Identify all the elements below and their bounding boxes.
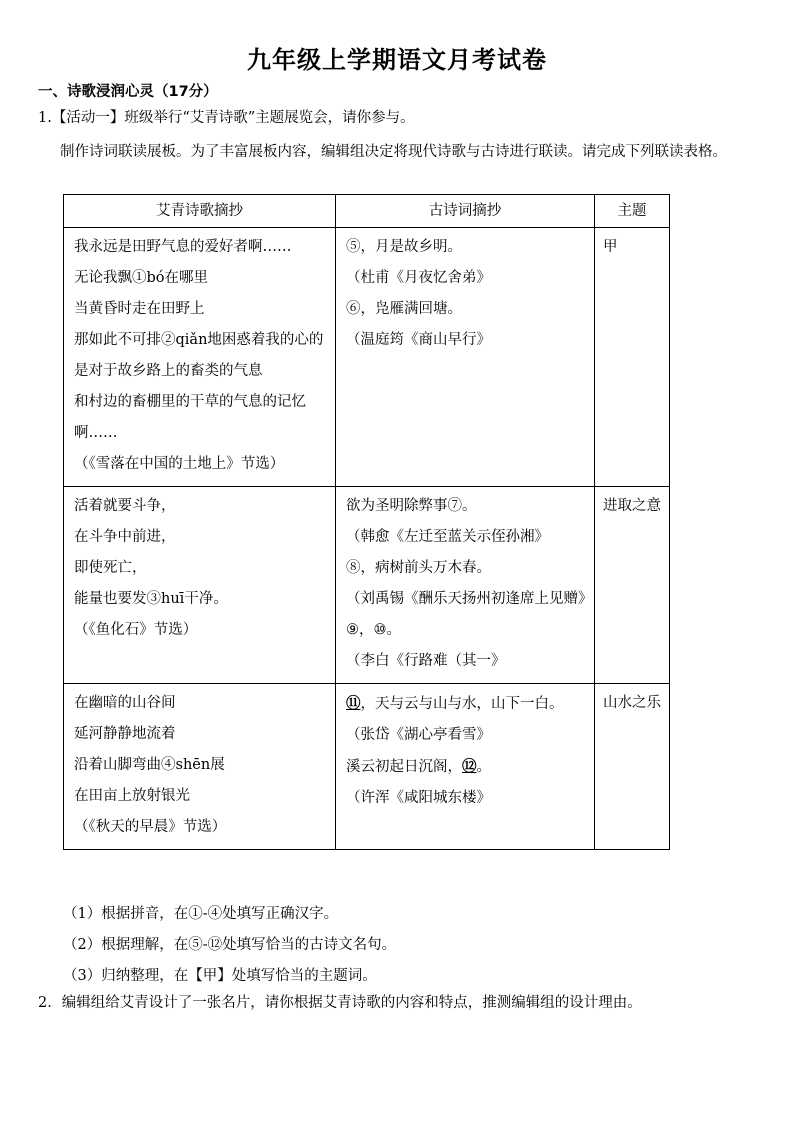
text-line: 能量也要发③huī干净。 (74, 591, 228, 607)
text-line: 是对于故乡路上的畜类的气息 (74, 363, 263, 379)
question-1-intro: 制作诗词联读展板。为了丰富展板内容，编辑组决定将现代诗歌与古诗进行联读。请完成下列联读表格。 (60, 144, 727, 160)
table-header-row (64, 195, 670, 228)
text-line: 和村边的畜棚里的干草的气息的记忆啊…… (74, 394, 306, 441)
classical-cell (336, 684, 595, 850)
text-line: 无论我飘①bó在哪里 (74, 270, 209, 286)
text-line: 欲为圣明除弊事⑦。 (346, 498, 477, 514)
text-line: （刘禹锡《酬乐天扬州初逢席上见赠》 (346, 591, 593, 607)
text-line: （李白《行路难（其一》 (346, 653, 506, 669)
text-line (346, 688, 586, 720)
text-line: 那如此不可排②qiǎn地困惑着我的心的 (74, 332, 324, 348)
text-line: 即使死亡， (74, 560, 147, 576)
text-line: 沿着山脚弯曲④shēn展 (74, 757, 225, 773)
text-line: 在田亩上放射银光 (74, 788, 190, 804)
modern-cell (64, 487, 336, 684)
theme-cell: 进取之意 (595, 487, 670, 684)
text-line: （《鱼化石》节选） (74, 622, 198, 638)
text-line: （张岱《湖心亭看雪》 (346, 727, 491, 743)
blank-marker-12: ⑫ (462, 758, 477, 775)
question-2-stem: 2．编辑组给艾青设计了一张名片，请你根据艾青诗歌的内容和特点，推测编辑组的设计理由。 (38, 995, 642, 1011)
text-line: 在斗争中前进， (74, 529, 176, 545)
modern-cell (64, 684, 336, 850)
text-line: （《雪落在中国的土地上》节选） (74, 456, 285, 472)
header-theme: 主题 (595, 195, 670, 228)
text-line: ⑧，病树前头万木春。 (346, 560, 491, 576)
text-line: 当黄昏时走在田野上 (74, 301, 205, 317)
classical-cell (336, 487, 595, 684)
header-modern-poetry: 艾青诗歌摘抄 (64, 195, 336, 228)
text-line: 活着就要斗争， (74, 498, 176, 514)
text-fragment: ，天与云与山与水，山下一白。 (360, 696, 564, 712)
text-fragment: 溪云初起日沉阁， (346, 759, 462, 775)
table-row (64, 684, 670, 850)
subquestion-1: （1）根据拼音，在①-④处填写正确汉字。 (63, 906, 339, 922)
poetry-table (63, 194, 670, 850)
text-line: （韩愈《左迁至蓝关示侄孙湘》 (346, 529, 549, 545)
classical-cell (336, 228, 595, 487)
subquestion-2: （2）根据理解，在⑤-⑫处填写恰当的古诗文名句。 (63, 937, 397, 953)
text-line: ⑤，月是故乡明。 (346, 239, 462, 255)
text-line (346, 751, 586, 783)
theme-cell: 甲 (595, 228, 670, 487)
text-line: ⑥，凫雁满回塘。 (346, 301, 462, 317)
text-line: （许浑《咸阳城东楼》 (346, 790, 491, 806)
question-1-stem: 1.【活动一】班级举行“艾青诗歌”主题展览会，请你参与。 (38, 110, 415, 126)
text-line: 我永远是田野气息的爱好者啊…… (74, 239, 292, 255)
text-line: 在幽暗的山谷间 (74, 695, 176, 711)
modern-cell (64, 228, 336, 487)
table-row (64, 228, 670, 487)
theme-cell: 山水之乐 (595, 684, 670, 850)
text-fragment: 。 (476, 759, 491, 775)
page-title: 九年级上学期语文月考试卷 (247, 46, 547, 74)
text-line: ⑨，⑩。 (346, 622, 401, 638)
blank-marker-11: ⑪ (346, 695, 361, 712)
subquestion-3: （3）归纳整理，在【甲】处填写恰当的主题词。 (63, 968, 377, 984)
header-classical-poetry: 古诗词摘抄 (336, 195, 595, 228)
text-line: （温庭筠《商山早行》 (346, 332, 491, 348)
text-line: （《秋天的早晨》节选） (74, 819, 227, 835)
text-line: （杜甫《月夜忆舍弟》 (346, 270, 491, 286)
text-line: 延河静静地流着 (74, 726, 176, 742)
section-heading: 一、诗歌浸润心灵（17分） (38, 84, 218, 100)
table-row (64, 487, 670, 684)
